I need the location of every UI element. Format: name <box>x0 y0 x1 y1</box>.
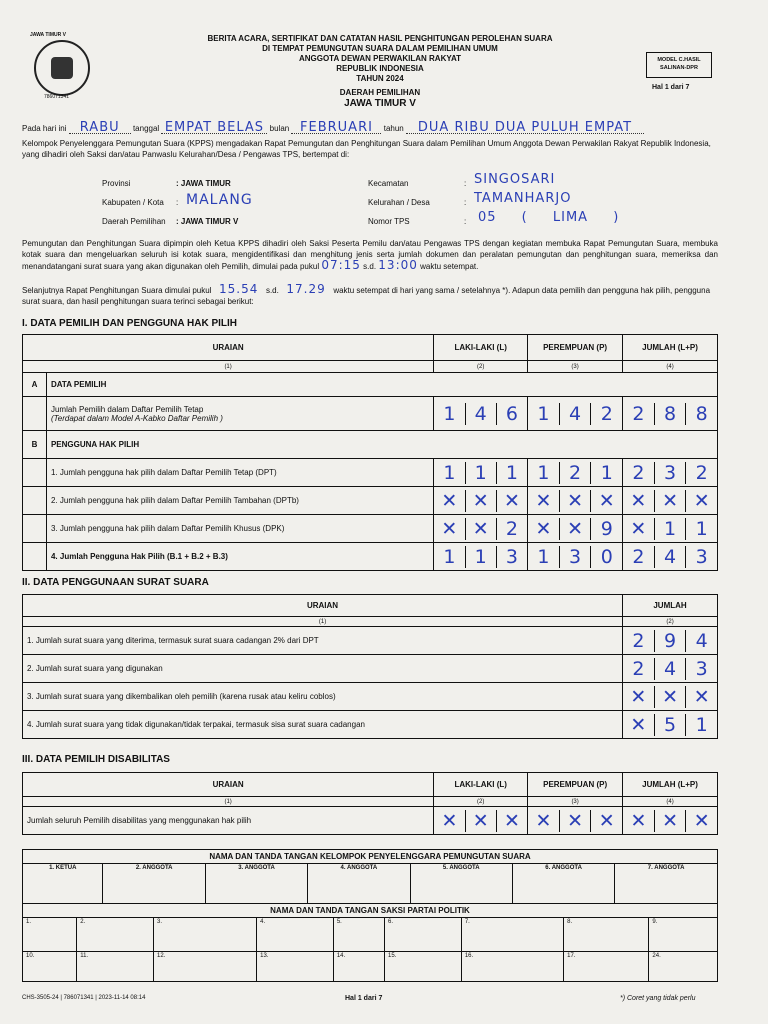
kecamatan-label: Kecamatan <box>368 179 409 188</box>
digit-box: 4 <box>655 658 687 680</box>
signature-table: NAMA DAN TANDA TANGAN KELOMPOK PENYELENGGARA PEMUNGUTAN SUARA 1. KETUA 2. ANGGOTA 3. ANGGOTA 4. ANGGOTA 5. ANGGOTA 6. ANGGOTA 7. ANGGOTA NAMA DAN TANDA TANGAN SAKSI PARTAI POLITIK 1. 2. 3. 4. 5. 6. 7. 8. 9. 10. 11. 12. 13. 14. 15. 16. 17. 24. <box>22 849 718 982</box>
table-row: 2. Jumlah pengguna hak pilih dalam Daftar Pemilih Tambahan (DPTb) ✕ ✕ ✕ ✕ ✕ ✕ ✕ ✕ ✕ <box>23 487 718 515</box>
digit-boxes <box>623 518 717 540</box>
digit-box: 1 <box>434 546 465 568</box>
digit-box: 2 <box>560 462 592 484</box>
table-row: 1. Jumlah pengguna hak pilih dalam Daftar Pemilih Tetap (DPT) 1 1 1 1 2 1 2 3 2 <box>23 459 718 487</box>
intro-line: Pada hari ini RABU tanggal EMPAT BELAS bulan FEBRUARI tahun DUA RIBU DUA PULUH EMPAT <box>22 122 722 134</box>
crossed-box: ✕ <box>655 810 687 832</box>
model-box: MODEL C.HASIL SALINAN-DPR <box>646 52 712 78</box>
digit-box: 1 <box>528 462 560 484</box>
digit-box: 2 <box>505 517 519 540</box>
digit-box: 8 <box>695 402 708 425</box>
footer-note: *) Coret yang tidak perlu <box>620 995 696 1002</box>
dapil-label: Daerah Pemilihan <box>102 217 166 226</box>
digit-boxes <box>434 546 527 568</box>
digit-box: 1 <box>434 462 465 484</box>
digit-boxes <box>623 658 717 680</box>
crossed-box: ✕ <box>528 518 560 540</box>
digit-box: 2 <box>695 461 708 484</box>
saksi-row-2: 10. 11. 12. 13. 14. 15. 16. 17. 24. <box>23 952 718 982</box>
daerah-label: DAERAH PEMILIHAN <box>339 88 421 97</box>
digit-box: 2 <box>623 630 655 652</box>
section-2-title: II. DATA PENGGUNAAN SURAT SUARA <box>22 577 209 588</box>
crossed-box: ✕ <box>560 518 592 540</box>
crossed-box: ✕ <box>623 518 655 540</box>
crossed-box: ✕ <box>655 490 687 512</box>
digit-box: 2 <box>623 658 655 680</box>
crossed-box: ✕ <box>693 685 710 708</box>
table-row: 4. Jumlah surat suara yang tidak digunakan/tidak terpakai, termasuk sisa surat suara cadangan ✕ 5 1 <box>23 711 718 739</box>
crossed-box: ✕ <box>623 686 655 708</box>
hari-value: RABU <box>69 122 131 134</box>
digit-boxes <box>528 518 622 540</box>
table-row: 3. Jumlah surat suara yang dikembalikan oleh pemilih (karena rusak atau keliru coblos) ✕ ✕ ✕ <box>23 683 718 711</box>
table-row: Jumlah Pemilih dalam Daftar Pemilih Tetap (Terdapat dalam Model A-Kabko Daftar Pemilih ) 1 4 6 1 4 2 2 8 8 <box>23 397 718 431</box>
crossed-box: ✕ <box>560 490 592 512</box>
tanggal-value: EMPAT BELAS <box>161 122 267 134</box>
digit-box: 2 <box>623 462 655 484</box>
dapil-value: : JAWA TIMUR V <box>176 217 239 226</box>
crossed-box: ✕ <box>504 489 520 512</box>
crossed-box: ✕ <box>466 810 497 832</box>
digit-box: 9 <box>600 517 613 540</box>
digit-boxes <box>623 630 717 652</box>
daerah-title: JAWA TIMUR V <box>344 98 416 109</box>
digit-box: 4 <box>466 403 497 425</box>
crossed-box: ✕ <box>560 810 592 832</box>
digit-box: 0 <box>600 545 613 568</box>
crossed-box: ✕ <box>598 809 615 832</box>
data-pemilih-title: DATA PEMILIH <box>46 373 717 397</box>
digit-box: 3 <box>655 462 687 484</box>
body-paragraph-2: Selanjutnya Rapat Penghitungan Suara dimulai pukul 15.54 s.d. 17.29 waktu setempat di hari yang sama / setelahnya *). Adapun data pemilih dan pengguna hak pilih, pengguna surat suara, dan hasil penghitungan suara terinci sebagai berikut: <box>22 282 711 306</box>
digit-boxes <box>623 546 717 568</box>
col-uraian: URAIAN <box>23 335 434 361</box>
section-3-title: III. DATA PEMILIH DISABILITAS <box>22 754 170 765</box>
tps-value: 05 ( LIMA ) <box>478 210 620 225</box>
document-title: BERITA ACARA, SERTIFIKAT DAN CATATAN HASIL PENGHITUNGAN PEROLEHAN SUARA DI TEMPAT PEMUNGUTAN SUARA DALAM PEMILIHAN UMUM ANGGOTA DEWAN PERWAKILAN RAKYAT REPUBLIK INDONESIA TAHUN 2024 <box>207 34 553 83</box>
provinsi-label: Provinsi <box>102 179 131 188</box>
table-row: 1. Jumlah surat suara yang diterima, termasuk surat suara cadangan 2% dari DPT 2 9 4 <box>23 627 718 655</box>
table-row: 3. Jumlah pengguna hak pilih dalam Daftar Pemilih Khusus (DPK) ✕ ✕ 2 ✕ ✕ 9 ✕ 1 1 <box>23 515 718 543</box>
crossed-box: ✕ <box>623 810 655 832</box>
crossed-box: ✕ <box>598 489 615 512</box>
digit-box: 1 <box>505 461 519 484</box>
digit-boxes <box>528 462 622 484</box>
count-start-time: 15.54 <box>219 282 259 296</box>
crossed-box: ✕ <box>623 490 655 512</box>
col-laki: LAKI-LAKI (L) <box>434 335 528 361</box>
digit-box: 3 <box>695 545 708 568</box>
saksi-row-1: 1. 2. 3. 4. 5. 6. 7. 8. 9. <box>23 918 718 952</box>
digit-boxes <box>623 714 717 736</box>
crossed-box: ✕ <box>466 490 497 512</box>
digit-box: 9 <box>655 630 687 652</box>
end-time: 13:00 <box>378 258 418 272</box>
crossed-box: ✕ <box>434 810 465 832</box>
digit-box: 1 <box>466 462 497 484</box>
tps-label: Nomor TPS <box>368 217 410 226</box>
digit-box: 6 <box>505 402 519 425</box>
crossed-box: ✕ <box>623 714 655 736</box>
col-perempuan: PEREMPUAN (P) <box>528 335 623 361</box>
digit-box: 3 <box>560 546 592 568</box>
section-1-title: I. DATA PEMILIH DAN PENGGUNA HAK PILIH <box>22 318 237 329</box>
digit-box: 1 <box>528 403 560 425</box>
digit-box: 8 <box>655 403 687 425</box>
digit-box: 3 <box>505 545 519 568</box>
digit-boxes <box>434 518 527 540</box>
kpu-seal <box>34 40 90 96</box>
digit-box: 1 <box>434 403 465 425</box>
digit-box: 3 <box>695 657 708 680</box>
footer-page: Hal 1 dari 7 <box>345 995 383 1002</box>
digit-box: 2 <box>623 546 655 568</box>
digit-boxes <box>623 462 717 484</box>
crossed-box: ✕ <box>693 489 710 512</box>
crossed-box: ✕ <box>528 810 560 832</box>
kelurahan-value: TAMANHARJO <box>474 191 572 206</box>
crossed-box: ✕ <box>504 809 520 832</box>
digit-box: 1 <box>695 713 708 736</box>
provinsi-value: : JAWA TIMUR <box>176 179 231 188</box>
digit-box: 2 <box>600 402 613 425</box>
body-paragraph-1: Pemungutan dan Penghitungan Suara dipimpin oleh Ketua KPPS dihadiri oleh Saksi Peserta Pemilu dan/atau Pengawas TPS dengan kegiatan membuka Rapat Pemungutan Suara, membuka kotak suara dan mengeluarkan seluruh isi kotak suara, mengidentifikasi dan menghitung jenis serta jumlah dokumen dan peralatan pemungutan dan penghitungan suara, memeriksa dan menandatangani surat suara yang akan digunakan oleh Pemilih, dimulai pada pukul 07:15 s.d. 13:00 waktu setempat. <box>22 239 718 272</box>
digit-boxes <box>623 810 717 832</box>
table-row: Jumlah seluruh Pemilih disabilitas yang menggunakan hak pilih ✕ ✕ ✕ ✕ ✕ ✕ ✕ ✕ ✕ <box>23 807 718 835</box>
table-disabilitas: URAIAN LAKI-LAKI (L) PEREMPUAN (P) JUMLAH (L+P) (1) (2) (3) (4) Jumlah seluruh Pemilih disabilitas yang menggunakan hak pilih ✕ ✕ ✕ ✕ ✕ ✕ ✕ ✕ ✕ <box>22 772 718 835</box>
footer-code: CHS-3505-24 | 786071341 | 2023-11-14 08:14 <box>22 995 146 1001</box>
col-jumlah: JUMLAH (L+P) <box>623 335 718 361</box>
count-end-time: 17.29 <box>286 282 326 296</box>
table-surat-suara: URAIAN JUMLAH (1) (2) 1. Jumlah surat suara yang diterima, termasuk surat suara cadangan 2% dari DPT 2 9 4 2. Jumlah surat suara yang digunakan 2 4 3 3. Jumlah surat suara yang dikembalikan oleh pemilih (karena rusak atau keliru coblos) ✕ ✕ ✕ 4. Jumlah surat suara yang tidak digunakan/tidak terpakai, termasuk sisa surat suara cadangan ✕ 5 1 <box>22 594 718 739</box>
digit-box: 4 <box>695 629 708 652</box>
kelurahan-label: Kelurahan / Desa <box>368 198 430 207</box>
kabupaten-label: Kabupaten / Kota <box>102 198 164 207</box>
digit-box: 1 <box>466 546 497 568</box>
seal-emblem-icon <box>51 57 73 79</box>
seal-text: JAWA TIMUR V <box>30 32 66 38</box>
digit-boxes <box>434 462 527 484</box>
seal-number: 786071341 <box>44 94 70 100</box>
tahun-value: DUA RIBU DUA PULUH EMPAT <box>406 122 644 134</box>
digit-box: 1 <box>655 518 687 540</box>
digit-box: 1 <box>600 461 613 484</box>
sign-ketua: 1. KETUA <box>23 864 103 904</box>
digit-box: 1 <box>528 546 560 568</box>
kecamatan-value: SINGOSARI <box>474 172 556 187</box>
digit-boxes <box>434 490 527 512</box>
crossed-box: ✕ <box>434 518 465 540</box>
table-pemilih: URAIAN LAKI-LAKI (L) PEREMPUAN (P) JUMLAH (L+P) (1) (2) (3) (4) A DATA PEMILIH Jumlah Pemilih dalam Daftar Pemilih Tetap (Terdapat dalam Model A-Kabko Daftar Pemilih ) 1 4 6 1 4 2 2 8 8 B PENGGUNA HAK PILIH 1. Jumlah pengguna hak pilih dalam Daftar Pemilih Tetap (DPT) 1 1 1 1 2 1 2 3 2 2. Jumlah pengguna hak pilih dalam Daftar Pemilih Tambahan (DPTb) ✕ ✕ ✕ ✕ ✕ ✕ ✕ ✕ ✕ 3. Jumlah pengguna hak pilih dalam Daftar Pemilih Khusus (DPK) ✕ ✕ 2 ✕ ✕ 9 ✕ 1 1 4. Jumlah Pengguna Hak Pilih (B.1 + B.2 + B.3) 1 1 3 1 3 0 2 4 3 <box>22 334 718 571</box>
digit-boxes <box>528 490 622 512</box>
digit-boxes <box>623 686 717 708</box>
table-row: 4. Jumlah Pengguna Hak Pilih (B.1 + B.2 + B.3) 1 1 3 1 3 0 2 4 3 <box>23 543 718 571</box>
kabupaten-value: MALANG <box>186 192 253 208</box>
dpt-perempuan-value <box>528 403 622 425</box>
digit-box: 4 <box>655 546 687 568</box>
digit-boxes <box>528 810 622 832</box>
page-indicator: Hal 1 dari 7 <box>652 84 690 91</box>
digit-boxes <box>623 490 717 512</box>
intro-paragraph: Kelompok Penyelenggara Pemungutan Suara (KPPS) mengadakan Rapat Pemungutan dan Penghitungan Suara dalam Pemilihan Umum Anggota Dewan Perwakilan Rakyat Republik Indonesia, yang dihadiri oleh Saksi dan/atau Panwaslu Kelurahan/Desa / Pengawas TPS, bertempat di: <box>22 139 711 159</box>
crossed-box: ✕ <box>528 490 560 512</box>
crossed-box: ✕ <box>693 809 710 832</box>
pengguna-hak-pilih-title: PENGGUNA HAK PILIH <box>46 431 717 459</box>
crossed-box: ✕ <box>655 686 687 708</box>
crossed-box: ✕ <box>434 490 465 512</box>
crossed-box: ✕ <box>466 518 497 540</box>
digit-box: 2 <box>623 403 655 425</box>
start-time: 07:15 <box>321 258 361 272</box>
table-row: 2. Jumlah surat suara yang digunakan 2 4 3 <box>23 655 718 683</box>
digit-box: 5 <box>655 714 687 736</box>
dpt-jumlah-value <box>623 403 717 425</box>
digit-box: 4 <box>560 403 592 425</box>
digit-boxes <box>434 810 527 832</box>
digit-boxes <box>528 546 622 568</box>
digit-box: 1 <box>695 517 708 540</box>
bulan-value: FEBRUARI <box>291 122 381 134</box>
dpt-laki-value <box>434 403 527 425</box>
